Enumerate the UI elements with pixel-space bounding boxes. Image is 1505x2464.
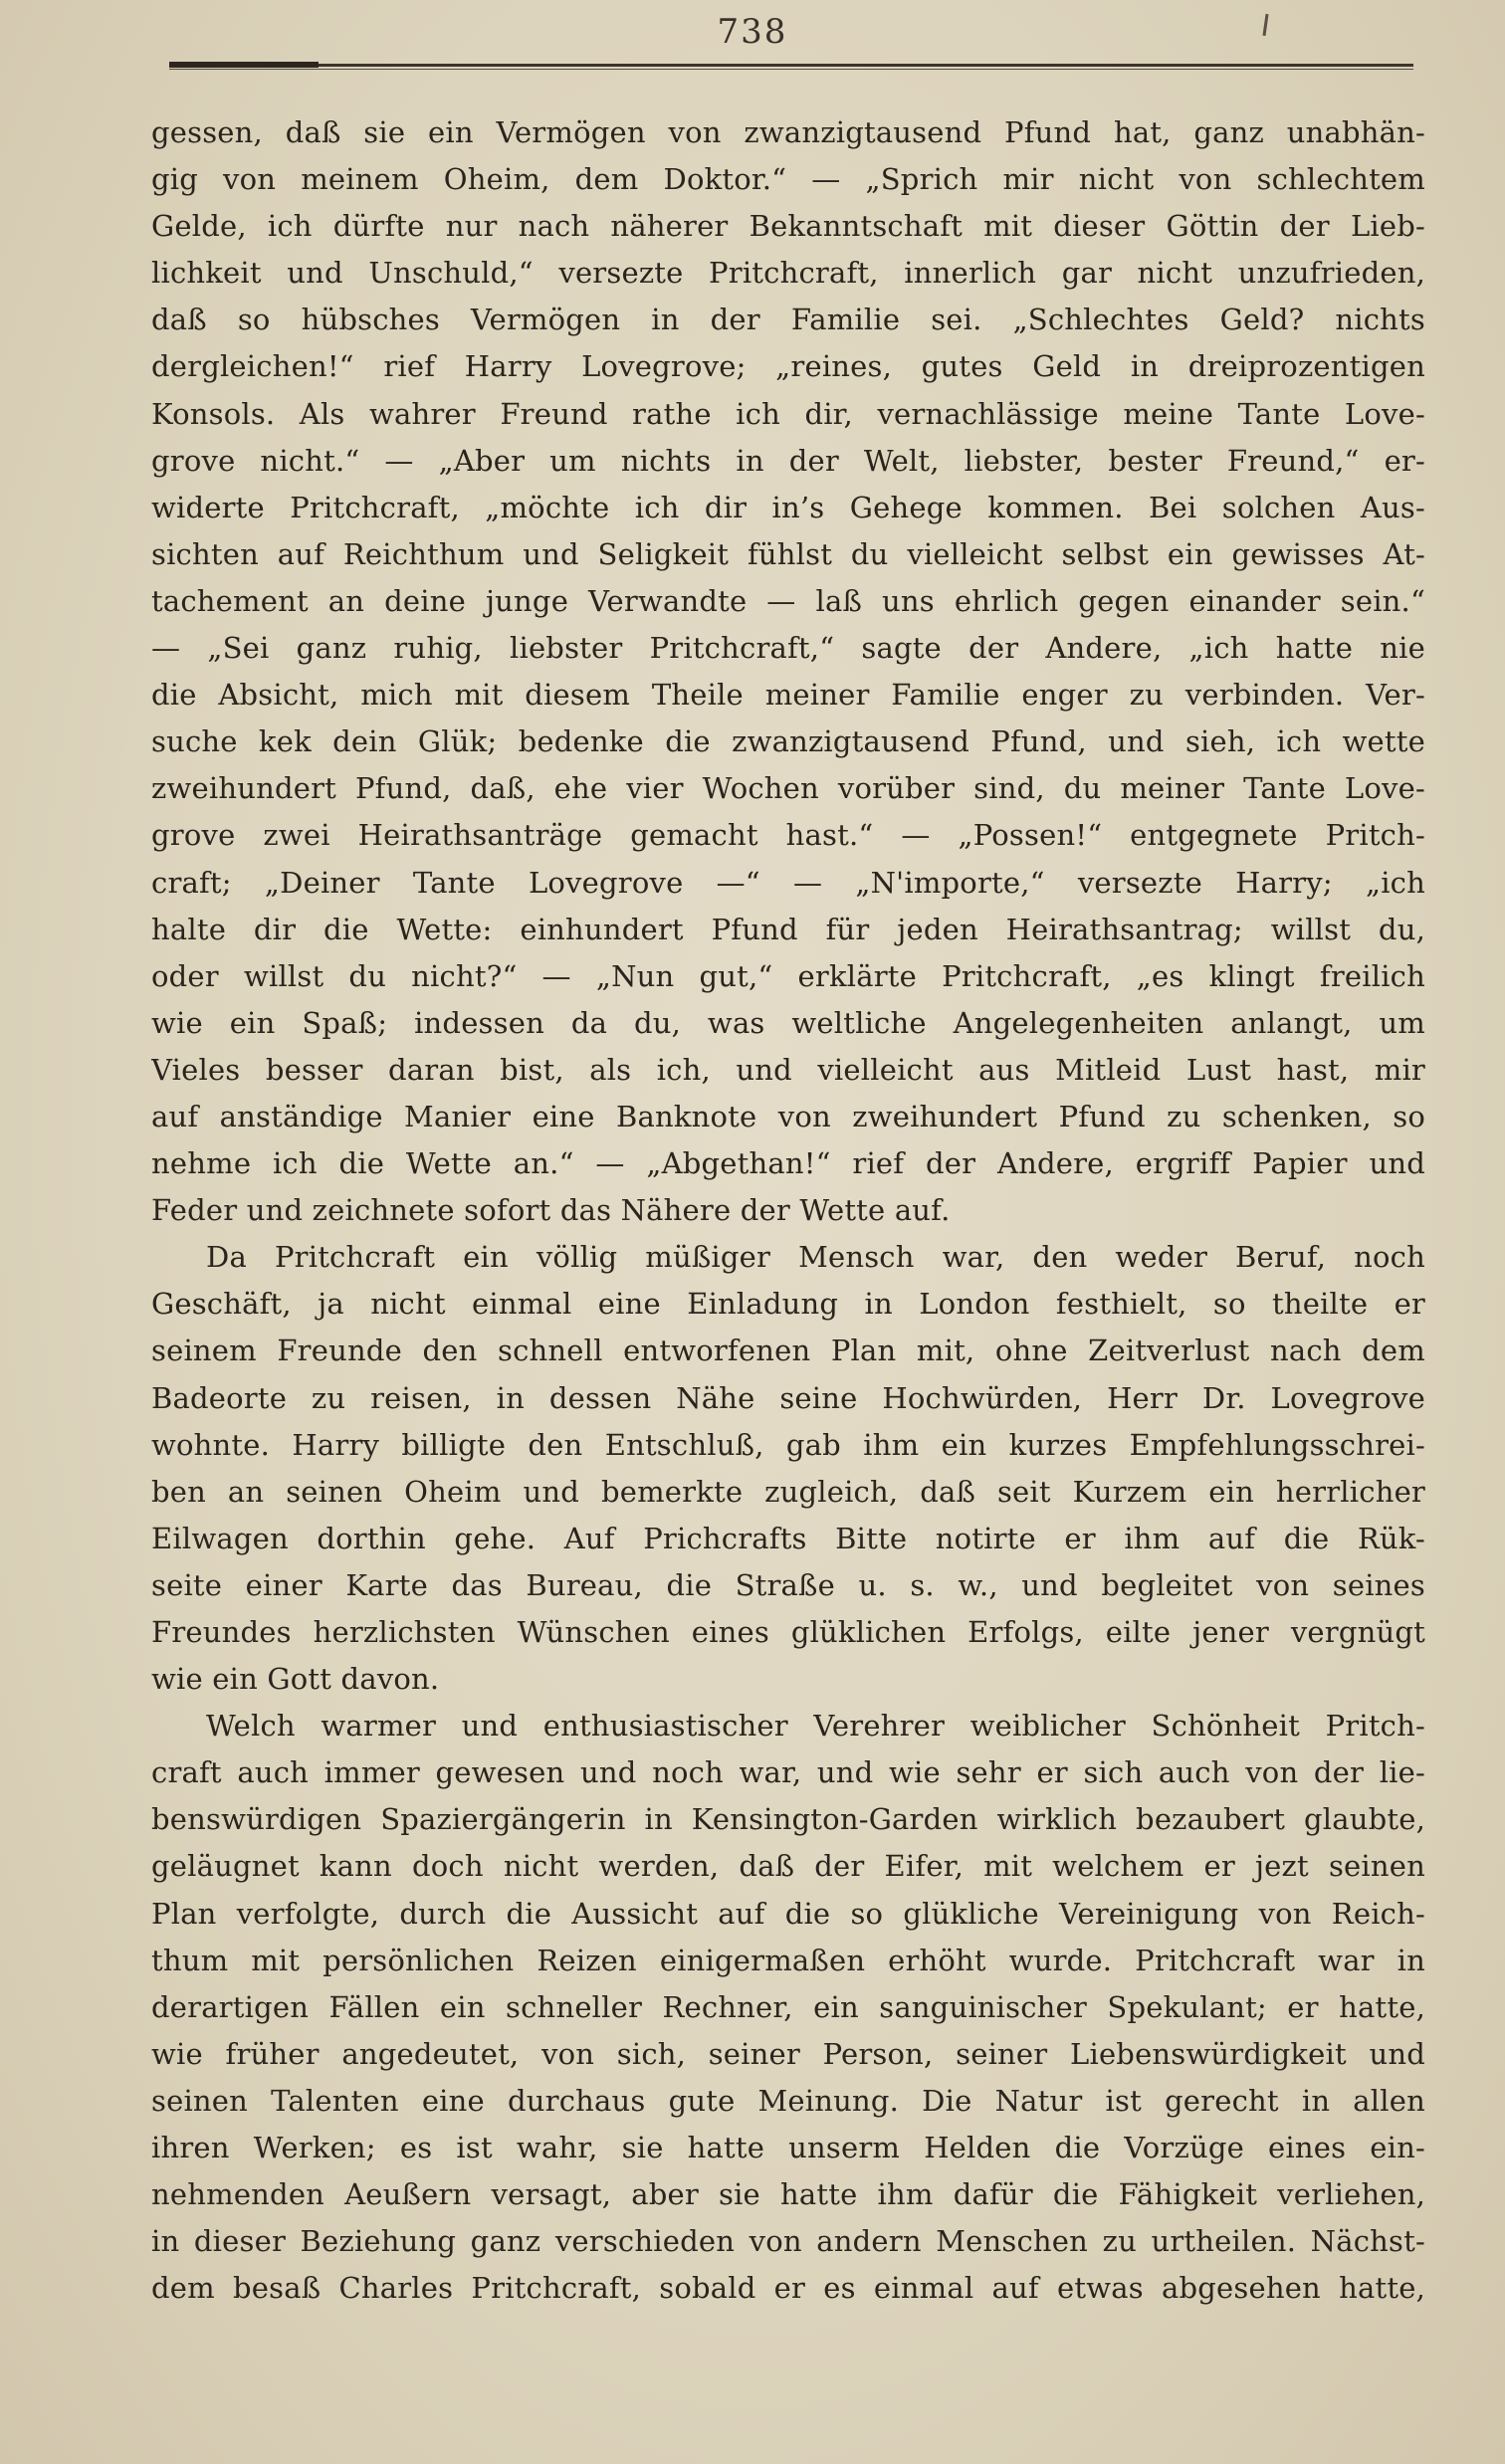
text-line: Gelde, ich dürfte nur nach näherer Bekanntschaft mit dieser Göttin der Lieb-: [151, 209, 1425, 244]
text-line: Welch warmer und enthusiastischer Verehrer weiblicher Schönheit Pritch-: [206, 1709, 1425, 1744]
text-line: craft; „Deiner Tante Lovegrove —“ — „N'importe,“ versezte Harry; „ich: [151, 865, 1425, 900]
text-line: lichkeit und Unschuld,“ versezte Pritchcraft, innerlich gar nicht unzufrieden,: [151, 256, 1425, 291]
text-line: seinen Talenten eine durchaus gute Meinung. Die Natur ist gerecht in allen: [151, 2083, 1425, 2118]
text-line: sichten auf Reichthum und Seligkeit fühlst du vielleicht selbst ein gewisses At-: [151, 536, 1425, 571]
text-line: oder willst du nicht?“ — „Nun gut,“ erklärte Pritchcraft, „es klingt freilich: [151, 958, 1425, 993]
body-text: [151, 109, 1425, 2312]
text-line: gessen, daß sie ein Vermögen von zwanzigtausend Pfund hat, ganz unabhän-: [151, 115, 1425, 149]
text-line: wie ein Gott davon.: [151, 1662, 440, 1697]
text-line: Badeorte zu reisen, in dessen Nähe seine Hochwürden, Herr Dr. Lovegrove: [151, 1380, 1425, 1415]
text-line: Konsols. Als wahrer Freund rathe ich dir, vernachlässige meine Tante Love-: [151, 396, 1425, 431]
text-line: zweihundert Pfund, daß, ehe vier Wochen vorüber sind, du meiner Tante Love-: [151, 771, 1425, 806]
text-line: nehmenden Aeußern versagt, aber sie hatte ihm dafür die Fähigkeit verliehen,: [151, 2177, 1425, 2212]
text-line: geläugnet kann doch nicht werden, daß der Eifer, mit welchem er jezt seinen: [151, 1849, 1425, 1884]
text-line: tachement an deine junge Verwandte — laß uns ehrlich gegen einander sein.“: [151, 583, 1425, 618]
text-line: grove zwei Heirathsanträge gemacht hast.“ — „Possen!“ entgegnete Pritch-: [151, 818, 1425, 853]
text-line: gig von meinem Oheim, dem Doktor.“ — „Sprich mir nicht von schlechtem: [151, 162, 1425, 197]
text-line: ben an seinen Oheim und bemerkte zugleich, daß seit Kurzem ein herrlicher: [151, 1474, 1425, 1509]
header-rule-accent: [169, 62, 319, 68]
text-line: seite einer Karte das Bureau, die Straße u. s. w., und begleitet von seines: [151, 1567, 1425, 1602]
text-line: daß so hübsches Vermögen in der Familie sei. „Schlechtes Geld? nichts: [151, 303, 1425, 337]
text-line: wie ein Spaß; indessen da du, was weltliche Angelegenheiten anlangt, um: [151, 1005, 1425, 1040]
text-line: thum mit persönlichen Reizen einigermaßen erhöht wurde. Pritchcraft war in: [151, 1943, 1425, 1977]
text-line: auf anständige Manier eine Banknote von zweihundert Pfund zu schenken, so: [151, 1099, 1425, 1133]
text-line: Geschäft, ja nicht einmal eine Einladung in London festhielt, so theilte er: [151, 1287, 1425, 1322]
text-line: Da Pritchcraft ein völlig müßiger Mensch war, den weder Beruf, noch: [206, 1240, 1425, 1275]
header-rule: [169, 64, 1413, 71]
text-line: craft auch immer gewesen und noch war, und wie sehr er sich auch von der lie-: [151, 1755, 1425, 1790]
text-line: wie früher angedeutet, von sich, seiner Person, seiner Liebenswürdigkeit und: [151, 2036, 1425, 2071]
text-line: Vieles besser daran bist, als ich, und vielleicht aus Mitleid Lust hast, mir: [151, 1052, 1425, 1087]
text-line: in dieser Beziehung ganz verschieden von andern Menschen zu urtheilen. Nächst-: [151, 2224, 1425, 2259]
text-line: dem besaß Charles Pritchcraft, sobald er es einmal auf etwas abgesehen hatte,: [151, 2271, 1425, 2306]
text-line: nehme ich die Wette an.“ — „Abgethan!“ rief der Andere, ergriff Papier und: [151, 1146, 1425, 1181]
text-line: Feder und zeichnete sofort das Nähere der Wette auf.: [151, 1193, 951, 1228]
text-line: seinem Freunde den schnell entworfenen Plan mit, ohne Zeitverlust nach dem: [151, 1334, 1425, 1368]
text-line: halte dir die Wette: einhundert Pfund für jeden Heirathsantrag; willst du,: [151, 912, 1425, 946]
text-line: suche kek dein Glük; bedenke die zwanzigtausend Pfund, und sieh, ich wette: [151, 724, 1425, 759]
text-line: Eilwagen dorthin gehe. Auf Prichcrafts Bitte notirte er ihm auf die Rük-: [151, 1521, 1425, 1555]
text-line: ihren Werken; es ist wahr, sie hatte unserm Helden die Vorzüge eines ein-: [151, 2131, 1425, 2165]
text-line: widerte Pritchcraft, „möchte ich dir in’s Gehege kommen. Bei solchen Aus-: [151, 490, 1425, 524]
page-number: 738: [717, 12, 788, 52]
text-line: dergleichen!“ rief Harry Lovegrove; „reines, gutes Geld in dreiprozentigen: [151, 349, 1425, 384]
text-line: derartigen Fällen ein schneller Rechner, ein sanguinischer Spekulant; er hatte,: [151, 1989, 1425, 2024]
text-line: benswürdigen Spaziergängerin in Kensington-Garden wirklich bezaubert glaubte,: [151, 1802, 1425, 1837]
text-line: die Absicht, mich mit diesem Theile meiner Familie enger zu verbinden. Ver-: [151, 678, 1425, 713]
text-line: Plan verfolgte, durch die Aussicht auf die so glükliche Vereinigung von Reich-: [151, 1896, 1425, 1931]
text-line: Freundes herzlichsten Wünschen eines glüklichen Erfolgs, eilte jener vergnügt: [151, 1615, 1425, 1649]
text-line: — „Sei ganz ruhig, liebster Pritchcraft,“ sagte der Andere, „ich hatte nie: [151, 631, 1425, 666]
text-line: grove nicht.“ — „Aber um nichts in der Welt, liebster, bester Freund,“ er-: [151, 443, 1425, 478]
text-line: wohnte. Harry billigte den Entschluß, gab ihm ein kurzes Empfehlungsschrei-: [151, 1427, 1425, 1462]
